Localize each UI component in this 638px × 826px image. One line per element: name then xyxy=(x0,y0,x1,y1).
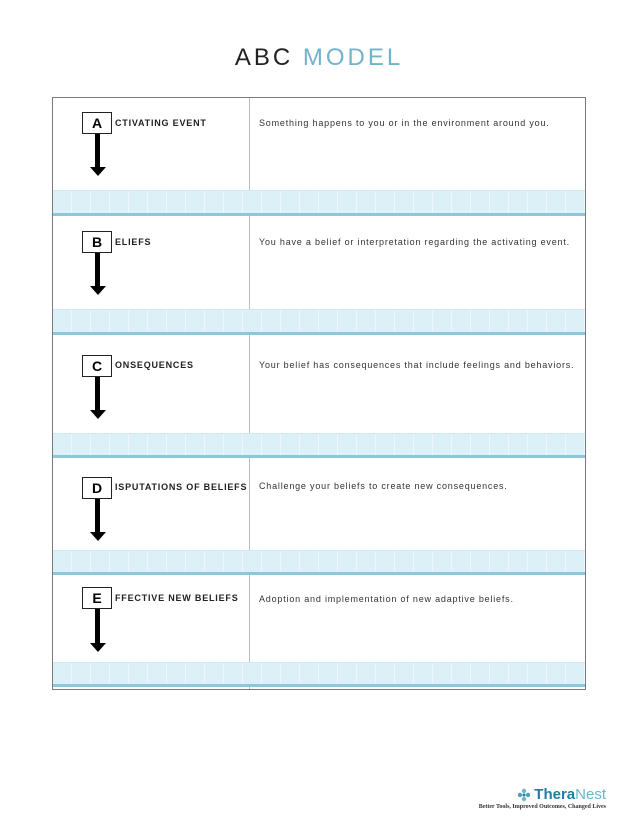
letter-box-a: A xyxy=(82,112,112,134)
letter-box-d: D xyxy=(82,477,112,499)
row-description: You have a belief or interpretation regarding the activating event. xyxy=(259,237,570,247)
notes-band xyxy=(53,190,585,214)
abc-model-table xyxy=(52,97,586,690)
row-description: Something happens to you or in the environment around you. xyxy=(259,118,550,128)
arrow-d-shaft xyxy=(95,499,100,532)
down-arrow-icon xyxy=(90,286,106,295)
row-consequences xyxy=(53,336,585,455)
down-arrow-icon xyxy=(90,643,106,652)
row-description: Adoption and implementation of new adaptive beliefs. xyxy=(259,594,514,604)
row-effective-new-beliefs xyxy=(53,575,585,690)
row-label: CTIVATING EVENT xyxy=(115,118,207,128)
letter-box-e: E xyxy=(82,587,112,609)
brand-thera: Thera xyxy=(534,786,576,803)
row-label: FFECTIVE NEW BELIEFS xyxy=(115,593,239,603)
theranest-logo xyxy=(479,786,606,810)
row-label: ELIEFS xyxy=(115,237,152,247)
arrow-b-shaft xyxy=(95,253,100,286)
row-disputations xyxy=(53,458,585,575)
notes-band xyxy=(53,550,585,573)
down-arrow-icon xyxy=(90,532,106,541)
notes-band xyxy=(53,309,585,333)
title-part-abc: ABC xyxy=(234,44,303,71)
down-arrow-icon xyxy=(90,167,106,176)
title-part-model: MODEL xyxy=(302,44,404,71)
arrow-e-shaft xyxy=(95,609,100,643)
row-beliefs xyxy=(53,217,585,336)
row-separator-stripe xyxy=(53,684,585,687)
brand-tagline: Better Tools, Improved Outcomes, Changed Lives xyxy=(478,804,606,810)
arrow-a-shaft xyxy=(95,134,100,167)
notes-band xyxy=(53,433,585,456)
row-description: Challenge your beliefs to create new consequences. xyxy=(259,481,508,491)
brand-nest: Nest xyxy=(575,786,606,803)
row-separator-stripe xyxy=(53,332,585,335)
notes-band xyxy=(53,662,585,685)
page-title xyxy=(0,44,638,72)
row-description: Your belief has consequences that include feelings and behaviors. xyxy=(259,360,575,370)
logo-wordmark xyxy=(479,786,606,803)
row-separator-stripe xyxy=(53,213,585,216)
row-activating-event xyxy=(53,98,585,217)
letter-box-c: C xyxy=(82,355,112,377)
letter-box-b: B xyxy=(82,231,112,253)
arrow-c-shaft xyxy=(95,377,100,410)
flower-logo-icon xyxy=(517,788,531,802)
row-label: ONSEQUENCES xyxy=(115,360,194,370)
down-arrow-icon xyxy=(90,410,106,419)
row-label: ISPUTATIONS OF BELIEFS xyxy=(115,482,248,492)
